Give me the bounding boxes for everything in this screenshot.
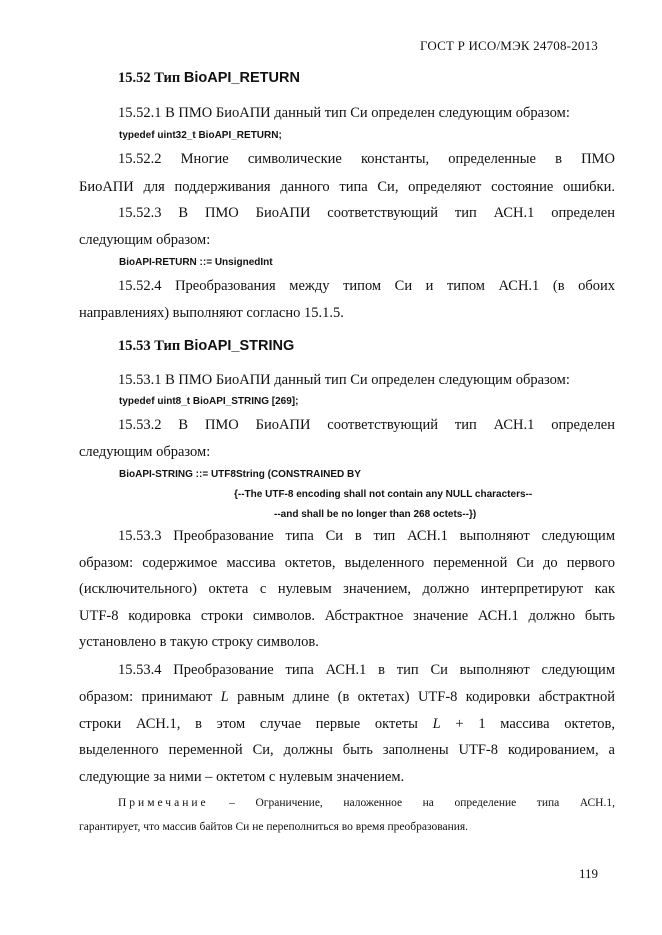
paragraph-15-53-4-line3	[79, 717, 615, 732]
paragraph-15-53-2-line1: 15.53.2 В ПМО БиоАПИ соответствующий тип АСН.1 определен	[118, 417, 615, 433]
code-asn1-string-line1: BioAPI-STRING ::= UTF8String (CONSTRAINED BY	[119, 469, 361, 480]
paragraph-15-53-3-line3: (исключительного) октета с нулевым значением, должно интерпретируют как	[79, 581, 615, 597]
standard-header: ГОСТ Р ИСО/МЭК 24708-2013	[419, 38, 598, 53]
paragraph-15-52-4-line2: направлениях) выполняют согласно 15.1.5.	[79, 305, 344, 321]
section-heading-15-52	[118, 70, 300, 87]
code-asn1-return: BioAPI-RETURN ::= UnsignedInt	[119, 257, 273, 268]
paragraph-15-52-2-line2: БиоАПИ для поддерживания данного типа Си, определяют состояние ошибки.	[79, 179, 615, 195]
variable-L: L	[432, 716, 441, 732]
heading-prefix: 15.52 Тип	[118, 70, 184, 86]
text-fragment: + 1 массива октетов,	[440, 716, 615, 732]
code-typedef-return: typedef uint32_t BioAPI_RETURN;	[119, 130, 282, 141]
paragraph-15-53-2-line2: следующим образом:	[79, 444, 211, 460]
paragraph-15-53-1: 15.53.1 В ПМО БиоАПИ данный тип Си определен следующим образом:	[118, 372, 570, 388]
note-line2: гарантирует, что массив байтов Си не переполниться во время преобразования.	[79, 821, 469, 833]
text-fragment: образом: принимают	[79, 689, 221, 705]
variable-L: L	[220, 689, 229, 705]
page-number: 119	[578, 866, 598, 881]
code-asn1-string-line2: {--The UTF-8 encoding shall not contain any NULL characters--	[234, 489, 533, 500]
paragraph-15-53-4-line5: следующие за ними – октетом с нулевым значением.	[79, 769, 405, 785]
paragraph-15-52-1: 15.52.1 В ПМО БиоАПИ данный тип Си определен следующим образом:	[118, 105, 570, 121]
code-asn1-string-line3: --and shall be no longer than 268 octets--})	[274, 509, 477, 520]
text-fragment: равным длине (в октетах) UTF-8 кодировки абстрактной	[228, 689, 615, 705]
heading-api-name: BioAPI_RETURN	[183, 70, 300, 86]
note-line1	[118, 798, 615, 810]
heading-prefix: 15.53 Тип	[118, 338, 184, 354]
note-text: – Ограничение, наложенное на определение типа АСН.1,	[208, 797, 615, 809]
paragraph-15-53-3-line4: UTF-8 кодировка строки символов. Абстрактное значение АСН.1 должно быть	[79, 608, 615, 624]
paragraph-15-52-2-line1: 15.52.2 Многие символические константы, определенные в ПМО	[118, 151, 615, 167]
paragraph-15-52-4-line1: 15.52.4 Преобразования между типом Си и типом АСН.1 (в обоих	[118, 278, 615, 294]
note-label: Примечание	[118, 797, 209, 809]
paragraph-15-52-3-line1: 15.52.3 В ПМО БиоАПИ соответствующий тип АСН.1 определен	[118, 205, 615, 221]
paragraph-15-53-4-line1: 15.53.4 Преобразование типа АСН.1 в тип Си выполняют следующим	[118, 662, 615, 678]
heading-api-name: BioAPI_STRING	[183, 338, 295, 354]
paragraph-15-53-3-line5: установлено в такую строку символов.	[79, 634, 319, 650]
code-typedef-string: typedef uint8_t BioAPI_STRING [269];	[119, 396, 299, 407]
paragraph-15-53-4-line2	[79, 690, 615, 705]
text-fragment: строки АСН.1, в этом случае первые октеты	[79, 716, 433, 732]
paragraph-15-53-4-line4: выделенного переменной Си, должны быть заполнены UTF-8 кодированием, а	[79, 742, 615, 758]
section-heading-15-53	[118, 338, 294, 355]
paragraph-15-52-3-line2: следующим образом:	[79, 232, 211, 248]
paragraph-15-53-3-line2: образом: содержимое массива октетов, выделенного переменной Си до первого	[79, 555, 615, 571]
paragraph-15-53-3-line1: 15.53.3 Преобразование типа Си в тип АСН.1 выполняют следующим	[118, 528, 615, 544]
